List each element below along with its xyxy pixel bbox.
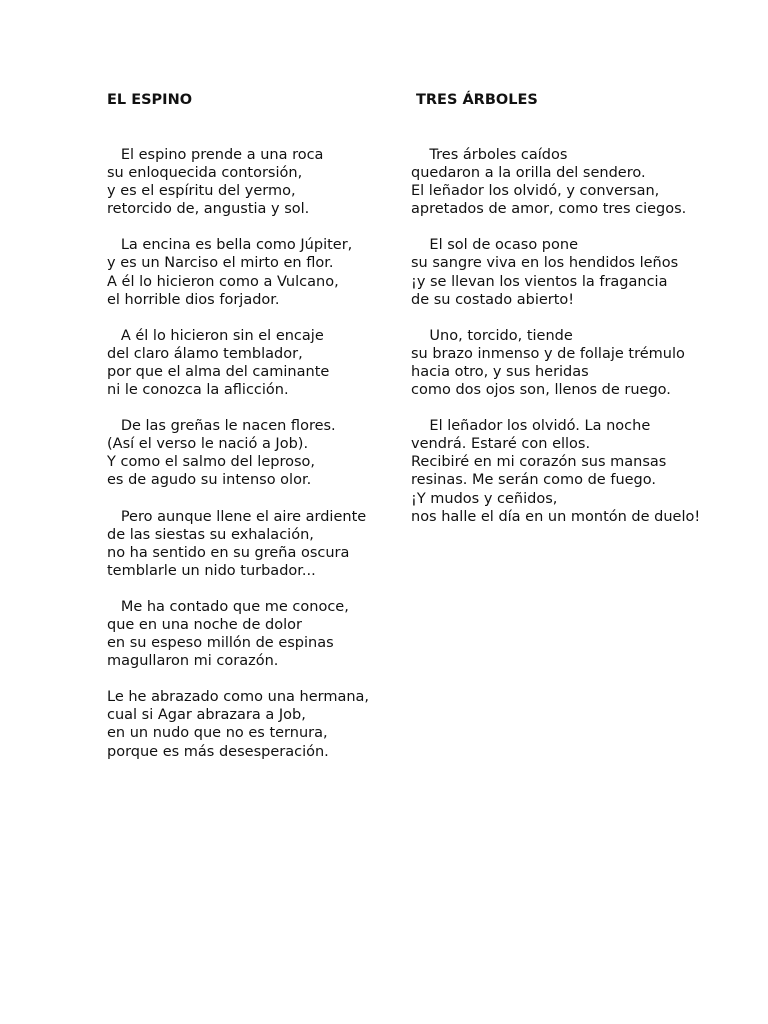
poem-line: quedaron a la orilla del sendero.: [411, 165, 646, 182]
poem-line: hacia otro, y sus heridas: [411, 363, 589, 380]
poem-line: A él lo hicieron como a Vulcano,: [107, 273, 339, 290]
poem-line: nos halle el día en un montón de duelo!: [411, 508, 701, 525]
poem-line: porque es más desesperación.: [107, 743, 329, 760]
poem-line: su enloquecida contorsión,: [107, 165, 303, 182]
poem-title: TRES ÁRBOLES: [416, 92, 538, 108]
poem-line: A él lo hicieron sin el encaje: [107, 327, 324, 344]
poem-line: es de agudo su intenso olor.: [107, 472, 312, 489]
poem-line: temblarle un nido turbador...: [107, 562, 316, 579]
poem-line: no ha sentido en su greña oscura: [107, 544, 350, 561]
poem-line: su brazo inmenso y de follaje trémulo: [411, 345, 685, 362]
poem-line: El sol de ocaso pone: [411, 237, 578, 254]
poem-line: Pero aunque llene el aire ardiente: [107, 508, 367, 525]
poem-line: El espino prende a una roca: [107, 147, 324, 163]
stanza: [411, 146, 751, 218]
poem-line: Tres árboles caídos: [411, 147, 568, 163]
poem-line: de las siestas su exhalación,: [107, 526, 314, 543]
poem-line: por que el alma del caminante: [107, 363, 330, 380]
poem-line: Recibiré en mi corazón sus mansas: [411, 454, 667, 471]
poem-line: de su costado abierto!: [411, 291, 575, 308]
poem-line: en un nudo que no es ternura,: [107, 725, 328, 742]
poem-line: que en una noche de dolor: [107, 616, 302, 633]
poem-tres-arboles: [411, 90, 751, 544]
poem-line: ¡Y mudos y ceñidos,: [411, 490, 558, 507]
poem-line: Y como el salmo del leproso,: [107, 454, 316, 471]
poem-line: cual si Agar abrazara a Job,: [107, 707, 306, 724]
stanza: [107, 508, 397, 580]
poem-line: retorcido de, angustia y sol.: [107, 201, 310, 218]
poem-line: Me ha contado que me conoce,: [107, 598, 349, 615]
poem-line: ¡y se llevan los vientos la fragancia: [411, 273, 668, 290]
poem-body: [411, 146, 751, 526]
poem-line: magullaron mi corazón.: [107, 653, 279, 670]
stanza: [107, 327, 397, 399]
stanza: [107, 236, 397, 308]
poem-title: EL ESPINO: [107, 92, 193, 108]
poem-line: Uno, torcido, tiende: [411, 327, 573, 344]
poem-line: y es un Narciso el mirto en flor.: [107, 255, 334, 272]
stanza: [107, 598, 397, 670]
poem-line: en su espeso millón de espinas: [107, 635, 334, 652]
stanza: [411, 327, 751, 399]
poem-line: El leñador los olvidó. La noche: [411, 418, 651, 435]
poem-body: [107, 146, 397, 761]
poem-line: apretados de amor, como tres ciegos.: [411, 201, 687, 218]
stanza: [411, 417, 751, 526]
poem-line: su sangre viva en los hendidos leños: [411, 255, 679, 272]
stanza: [107, 417, 397, 489]
poem-line: como dos ojos son, llenos de ruego.: [411, 382, 671, 399]
poem-el-espino: [107, 90, 397, 779]
poem-line: ni le conozca la aflicción.: [107, 382, 289, 399]
poem-line: Le he abrazado como una hermana,: [107, 689, 370, 706]
stanza: [107, 146, 397, 218]
poem-line: De las greñas le nacen flores.: [107, 418, 336, 435]
poem-line: y es el espíritu del yermo,: [107, 183, 296, 200]
stanza: [411, 236, 751, 308]
poem-line: el horrible dios forjador.: [107, 291, 280, 308]
stanza: [107, 688, 397, 760]
poem-line: resinas. Me serán como de fuego.: [411, 472, 656, 489]
poem-line: vendrá. Estaré con ellos.: [411, 436, 591, 453]
poem-line: El leñador los olvidó, y conversan,: [411, 183, 660, 200]
poem-line: (Así el verso le nació a Job).: [107, 436, 309, 453]
poem-line: del claro álamo temblador,: [107, 345, 303, 362]
poem-line: La encina es bella como Júpiter,: [107, 237, 353, 254]
